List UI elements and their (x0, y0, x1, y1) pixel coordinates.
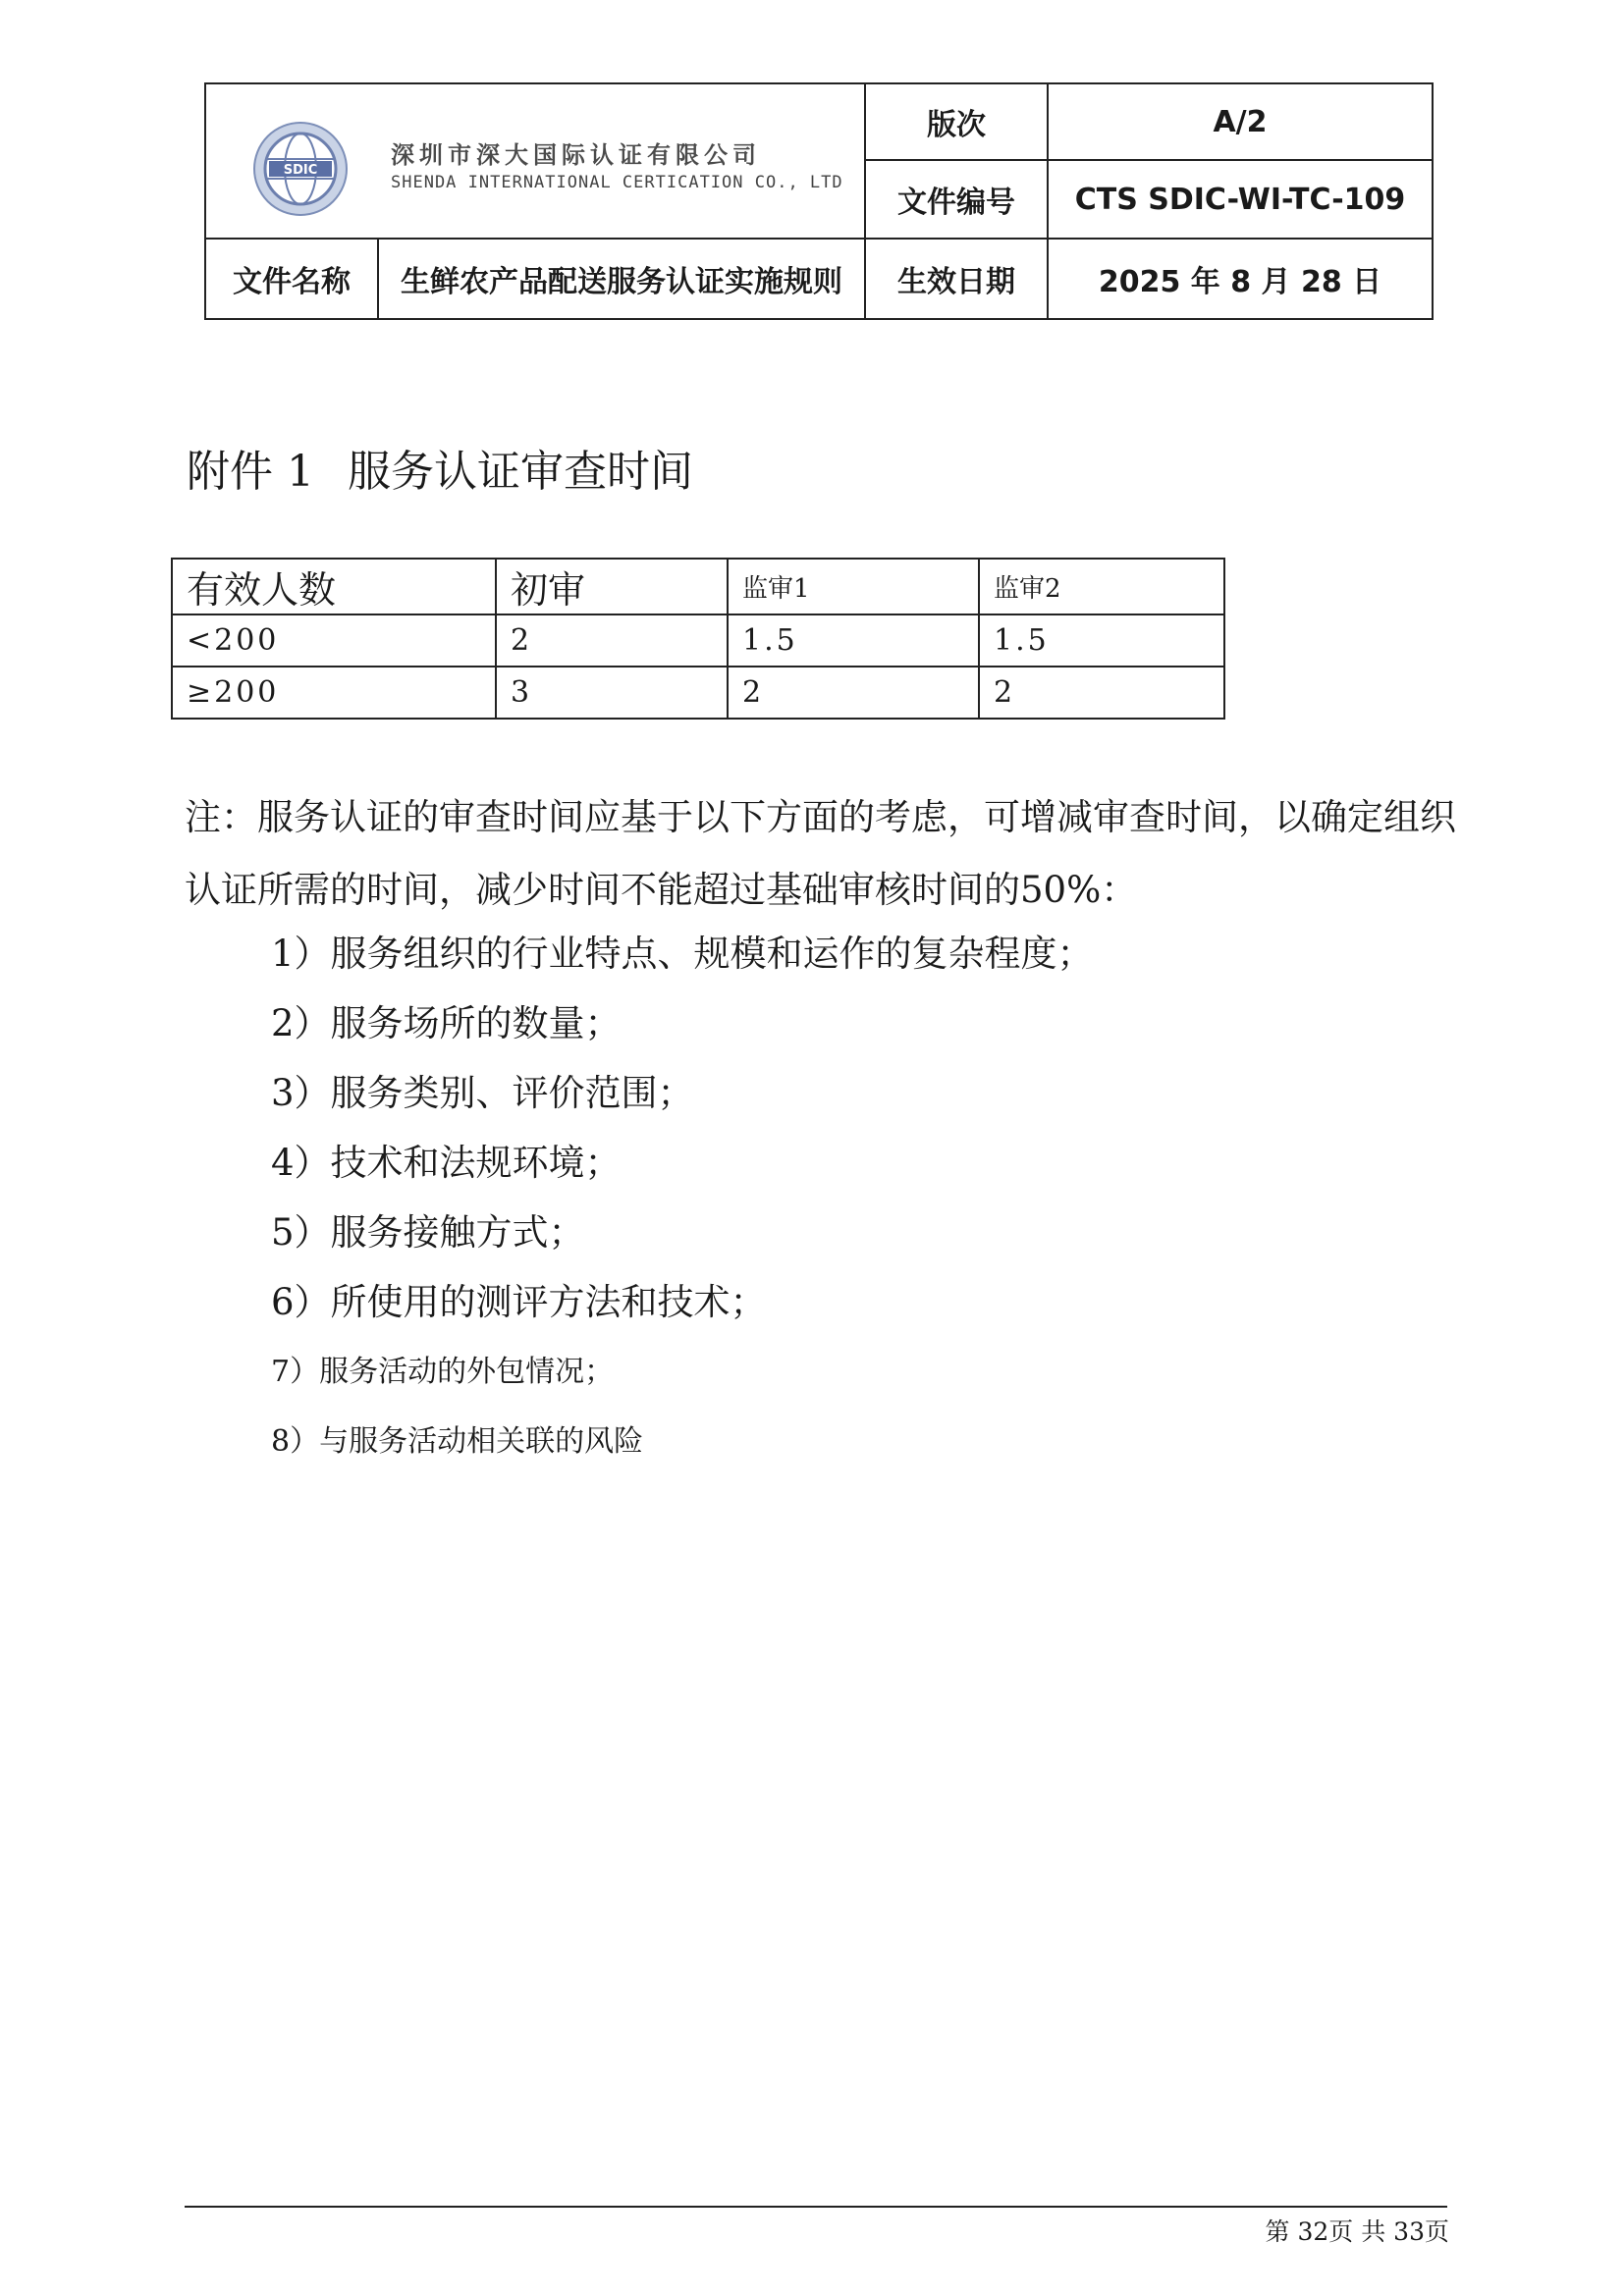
effective-date-label: 生效日期 (865, 239, 1048, 319)
table-cell: 1.5 (728, 614, 979, 667)
table-cell: <200 (172, 614, 496, 667)
list-item: 1）服务组织的行业特点、规模和运作的复杂程度； (271, 933, 1094, 975)
list-item: 5）服务接触方式； (271, 1211, 585, 1254)
page-number: 第 32页 共 33页 (1265, 2217, 1449, 2246)
globe-logo-icon (251, 120, 350, 218)
list-item: 8）与服务活动相关联的风险 (271, 1424, 644, 1459)
note-paragraph: 注：服务认证的审查时间应基于以下方面的考虑，可增减审查时间，以确定组织认证所需的时间，减少时间不能超过基础审核时间的50%： (185, 796, 1456, 911)
list-item: 7）服务活动的外包情况； (271, 1355, 615, 1389)
list-item: 3）服务类别、评价范围； (271, 1072, 694, 1114)
section-title (187, 436, 693, 499)
table-row (172, 667, 1224, 719)
table-header-row (172, 559, 1224, 614)
company-name-en: SHENDA INTERNATIONAL CERTICATION CO., LTD (391, 173, 843, 192)
effective-date-value: 2025 年 8 月 28 日 (1048, 239, 1433, 319)
version-value: A/2 (1048, 83, 1433, 160)
company-name-cn: 深圳市深大国际认证有限公司 (391, 141, 761, 169)
attachment-number: 附件 1 (187, 447, 314, 497)
doc-name-label: 文件名称 (205, 239, 378, 319)
table-cell: 2 (728, 667, 979, 719)
list-item: 4）技术和法规环境； (271, 1142, 622, 1184)
section-heading: 服务认证审查时间 (347, 447, 693, 497)
table-cell: 2 (496, 614, 728, 667)
version-label: 版次 (865, 83, 1048, 160)
table-row (172, 614, 1224, 667)
svg-text:SDIC: SDIC (283, 163, 318, 178)
document-header (204, 82, 1434, 320)
table-cell: 2 (979, 667, 1224, 719)
list-item: 6）所使用的测评方法和技术； (271, 1281, 767, 1323)
table-header-cell: 监审1 (728, 559, 979, 614)
doc-number-label: 文件编号 (865, 160, 1048, 239)
table-cell: 3 (496, 667, 728, 719)
table-header-cell: 监审2 (979, 559, 1224, 614)
company-logo (251, 120, 843, 218)
audit-time-table (171, 558, 1225, 720)
footer-divider (185, 2206, 1447, 2208)
consideration-list (271, 919, 1449, 1476)
list-item: 2）服务场所的数量； (271, 1002, 622, 1044)
table-cell: 1.5 (979, 614, 1224, 667)
company-logo-cell (205, 83, 865, 239)
table-header-cell: 初审 (496, 559, 728, 614)
table-cell: ≥200 (172, 667, 496, 719)
doc-name-value: 生鲜农产品配送服务认证实施规则 (378, 239, 865, 319)
table-header-cell: 有效人数 (172, 559, 496, 614)
doc-number-value: CTS SDIC-WI-TC-109 (1048, 160, 1433, 239)
